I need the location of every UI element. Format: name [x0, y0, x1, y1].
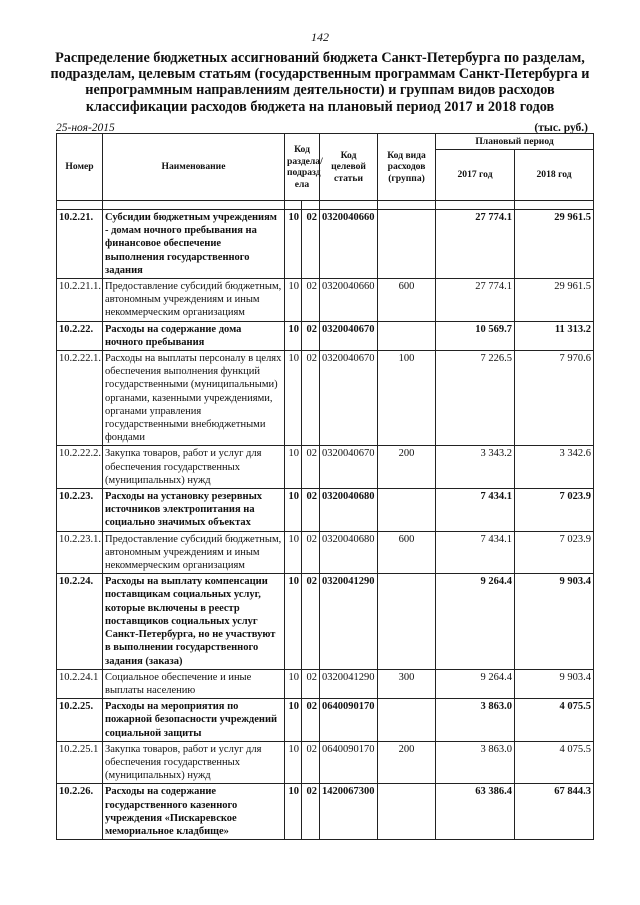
units-label: (тыс. руб.) — [534, 122, 588, 134]
row-amount-2017: 10 569.7 — [436, 321, 515, 350]
row-number: 10.2.21.1. — [57, 279, 103, 322]
table-row — [57, 531, 594, 574]
row-amount-2018: 4 075.5 — [515, 741, 594, 784]
spacer-row — [57, 201, 594, 210]
row-number: 10.2.24. — [57, 574, 103, 669]
row-name: Расходы на содержание дома ночного пребывания — [103, 321, 285, 350]
table-row — [57, 351, 594, 446]
row-name: Субсидии бюджетным учреждениям - домам ночного пребывания на финансовое обеспечение выполнения государственного задания — [103, 210, 285, 279]
row-number: 10.2.26. — [57, 784, 103, 840]
row-target-code: 0320041290 — [320, 574, 378, 669]
row-target-code: 0320040670 — [320, 446, 378, 489]
row-target-code: 0320040660 — [320, 210, 378, 279]
row-subsection-code: 02 — [302, 531, 320, 574]
row-amount-2018: 11 313.2 — [515, 321, 594, 350]
row-number: 10.2.23.1. — [57, 531, 103, 574]
row-expense-kind: 200 — [378, 446, 436, 489]
row-section-code: 10 — [285, 351, 302, 446]
row-amount-2017: 3 343.2 — [436, 446, 515, 489]
row-amount-2017: 7 434.1 — [436, 489, 515, 532]
row-target-code: 1420067300 — [320, 784, 378, 840]
table-row — [57, 784, 594, 840]
row-number: 10.2.25. — [57, 699, 103, 742]
table-row — [57, 741, 594, 784]
row-subsection-code: 02 — [302, 699, 320, 742]
table-header-row — [57, 134, 594, 150]
row-expense-kind — [378, 489, 436, 532]
row-expense-kind: 600 — [378, 531, 436, 574]
row-section-code: 10 — [285, 741, 302, 784]
row-target-code: 0320040670 — [320, 321, 378, 350]
page-number: 142 — [311, 30, 329, 44]
row-name: Социальное обеспечение и иные выплаты населению — [103, 669, 285, 698]
table-row — [57, 574, 594, 669]
row-expense-kind — [378, 574, 436, 669]
row-target-code: 0320040680 — [320, 531, 378, 574]
row-section-code: 10 — [285, 446, 302, 489]
row-section-code: 10 — [285, 574, 302, 669]
row-name: Предоставление субсидий бюджетным, автономным учреждениям и иным некоммерческим организациям — [103, 531, 285, 574]
row-name: Расходы на установку резервных источников электропитания на социально значимых объектах — [103, 489, 285, 532]
row-expense-kind: 200 — [378, 741, 436, 784]
row-name: Расходы на выплаты персоналу в целях обеспечения выполнения функций государственными (муниципальными) органами, казенными учреждениями, органами управления государственными внебюджетными фондами — [103, 351, 285, 446]
table-row — [57, 489, 594, 532]
row-section-code: 10 — [285, 784, 302, 840]
row-amount-2017: 9 264.4 — [436, 669, 515, 698]
row-name: Расходы на содержание государственного казенного учреждения «Пискаревское мемориальное кладбище» — [103, 784, 285, 840]
row-amount-2018: 4 075.5 — [515, 699, 594, 742]
row-section-code: 10 — [285, 210, 302, 279]
header-2017: 2017 год — [436, 150, 515, 201]
table-body — [57, 201, 594, 840]
row-subsection-code: 02 — [302, 321, 320, 350]
row-expense-kind — [378, 321, 436, 350]
row-expense-kind: 300 — [378, 669, 436, 698]
row-amount-2017: 7 434.1 — [436, 531, 515, 574]
row-subsection-code: 02 — [302, 279, 320, 322]
row-section-code: 10 — [285, 321, 302, 350]
row-target-code: 0320040660 — [320, 279, 378, 322]
row-amount-2017: 3 863.0 — [436, 741, 515, 784]
row-subsection-code: 02 — [302, 446, 320, 489]
row-amount-2017: 27 774.1 — [436, 210, 515, 279]
row-section-code: 10 — [285, 531, 302, 574]
table-row — [57, 321, 594, 350]
row-expense-kind — [378, 784, 436, 840]
row-number: 10.2.24.1 — [57, 669, 103, 698]
row-number: 10.2.22.2. — [57, 446, 103, 489]
row-subsection-code: 02 — [302, 489, 320, 532]
row-target-code: 0320041290 — [320, 669, 378, 698]
header-target: Код целевой статьи — [320, 134, 378, 201]
row-section-code: 10 — [285, 669, 302, 698]
row-target-code: 0320040670 — [320, 351, 378, 446]
row-amount-2018: 29 961.5 — [515, 210, 594, 279]
table-row — [57, 669, 594, 698]
header-planned-period: Плановый период — [436, 134, 594, 150]
row-number: 10.2.25.1 — [57, 741, 103, 784]
row-name: Расходы на мероприятия по пожарной безопасности учреждений социальной защиты — [103, 699, 285, 742]
table-row — [57, 699, 594, 742]
row-amount-2017: 7 226.5 — [436, 351, 515, 446]
row-target-code: 0320040680 — [320, 489, 378, 532]
row-expense-kind — [378, 699, 436, 742]
row-target-code: 0640090170 — [320, 741, 378, 784]
row-amount-2018: 67 844.3 — [515, 784, 594, 840]
row-section-code: 10 — [285, 489, 302, 532]
header-name: Наименование — [103, 134, 285, 201]
row-amount-2018: 9 903.4 — [515, 669, 594, 698]
row-amount-2018: 3 342.6 — [515, 446, 594, 489]
row-section-code: 10 — [285, 279, 302, 322]
row-number: 10.2.22. — [57, 321, 103, 350]
budget-table — [56, 133, 594, 840]
table-row — [57, 210, 594, 279]
row-section-code: 10 — [285, 699, 302, 742]
row-target-code: 0640090170 — [320, 699, 378, 742]
row-name: Предоставление субсидий бюджетным, автономным учреждениям и иным некоммерческим организациям — [103, 279, 285, 322]
row-number: 10.2.22.1. — [57, 351, 103, 446]
table-row — [57, 279, 594, 322]
row-number: 10.2.21. — [57, 210, 103, 279]
row-amount-2017: 27 774.1 — [436, 279, 515, 322]
row-amount-2017: 3 863.0 — [436, 699, 515, 742]
row-amount-2018: 9 903.4 — [515, 574, 594, 669]
row-subsection-code: 02 — [302, 210, 320, 279]
row-name: Закупка товаров, работ и услуг для обеспечения государственных (муниципальных) нужд — [103, 446, 285, 489]
row-name: Закупка товаров, работ и услуг для обеспечения государственных (муниципальных) нужд — [103, 741, 285, 784]
row-name: Расходы на выплату компенсации поставщикам социальных услуг, которые включены в реестр поставщиков социальных услуг Санкт-Петербурга, но не участвуют в выполнении государственного задания (заказа) — [103, 574, 285, 669]
row-subsection-code: 02 — [302, 784, 320, 840]
row-subsection-code: 02 — [302, 351, 320, 446]
row-subsection-code: 02 — [302, 574, 320, 669]
header-section: Код раздела/ подразд ела — [285, 134, 320, 201]
table-row — [57, 446, 594, 489]
header-number: Номер — [57, 134, 103, 201]
row-expense-kind: 100 — [378, 351, 436, 446]
document-date: 25-ноя-2015 — [56, 122, 115, 134]
row-subsection-code: 02 — [302, 741, 320, 784]
row-number: 10.2.23. — [57, 489, 103, 532]
row-expense-kind: 600 — [378, 279, 436, 322]
row-amount-2018: 7 970.6 — [515, 351, 594, 446]
row-amount-2018: 29 961.5 — [515, 279, 594, 322]
document-title: Распределение бюджетных ассигнований бюджета Санкт-Петербурга по разделам, подразделам, целевым статьям (государственным программам Санкт-Петербурга и непрограммным направлениям деятельности) и группам видов расходов классификации расходов бюджета на плановый период 2017 и 2018 годов — [50, 50, 590, 115]
row-subsection-code: 02 — [302, 669, 320, 698]
row-expense-kind — [378, 210, 436, 279]
row-amount-2017: 9 264.4 — [436, 574, 515, 669]
row-amount-2017: 63 386.4 — [436, 784, 515, 840]
header-kind: Код вида расходов (группа) — [378, 134, 436, 201]
row-amount-2018: 7 023.9 — [515, 531, 594, 574]
row-amount-2018: 7 023.9 — [515, 489, 594, 532]
header-2018: 2018 год — [515, 150, 594, 201]
